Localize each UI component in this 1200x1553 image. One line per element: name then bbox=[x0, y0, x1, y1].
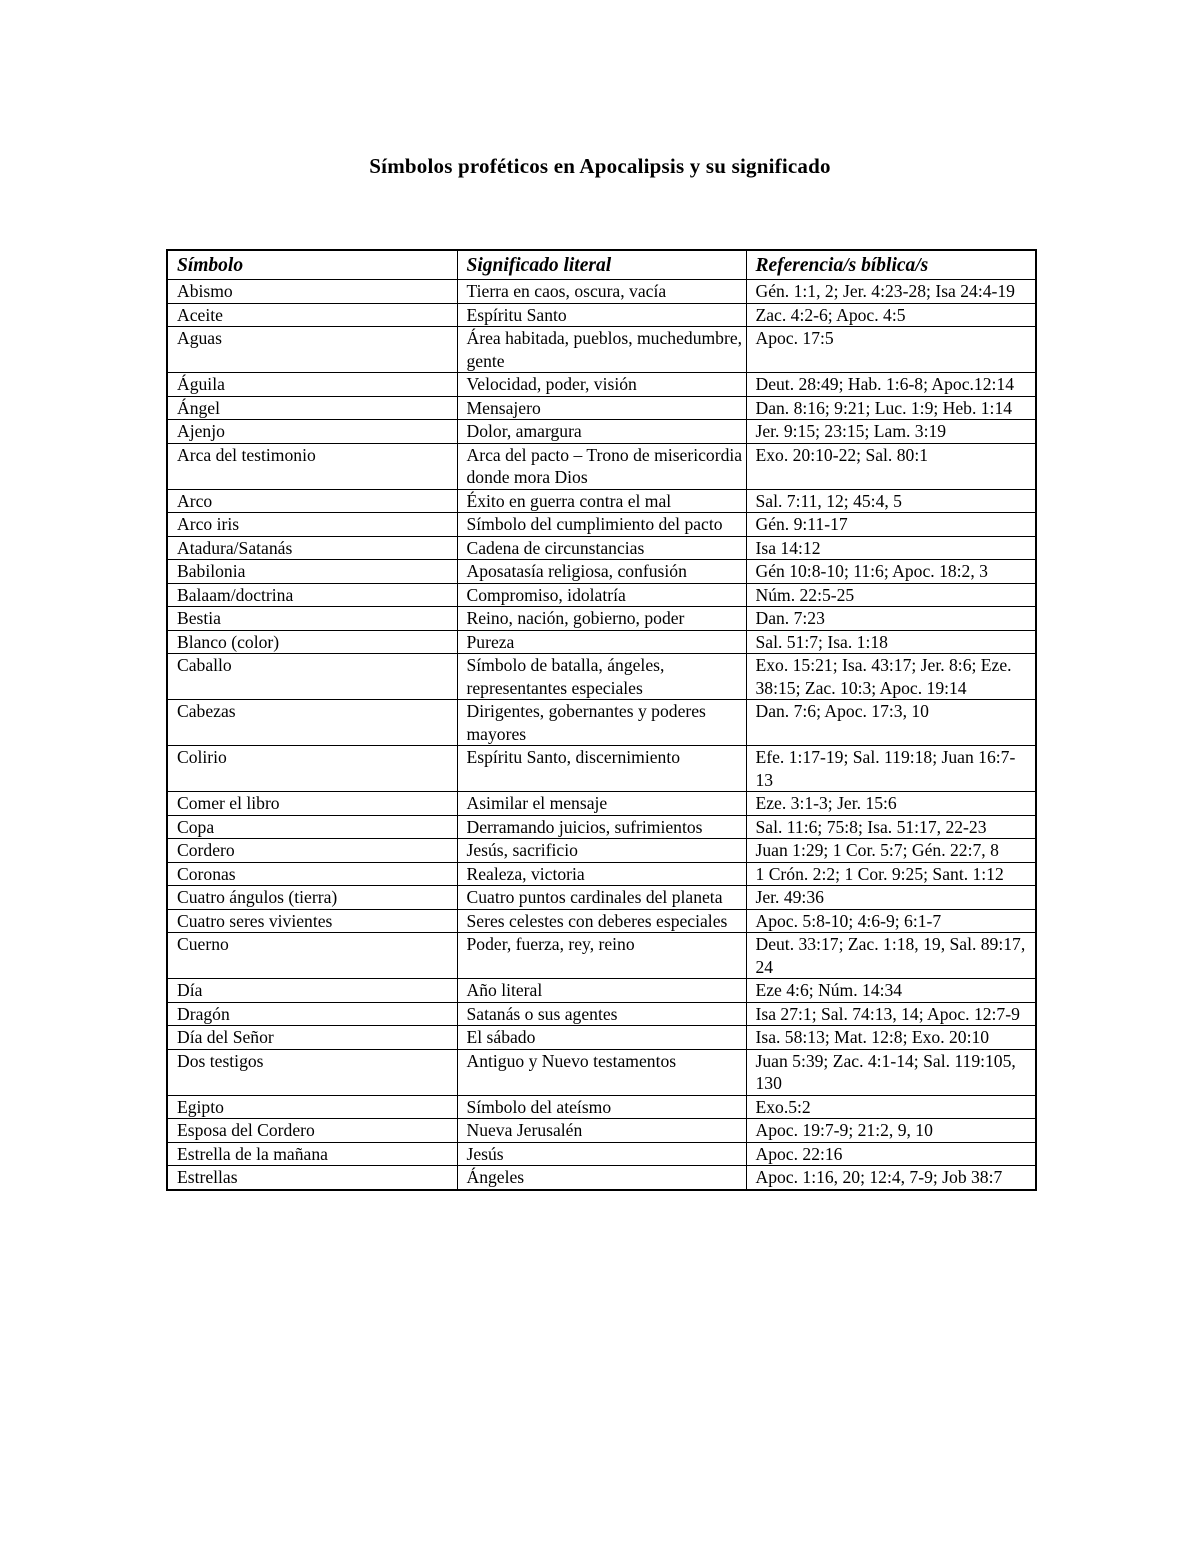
column-header-simbolo: Símbolo bbox=[167, 250, 457, 280]
cell-significado: Aposatasía religiosa, confusión bbox=[457, 560, 746, 584]
cell-significado: Pureza bbox=[457, 630, 746, 654]
cell-referencia: 1 Crón. 2:2; 1 Cor. 9:25; Sant. 1:12 bbox=[746, 862, 1036, 886]
cell-significado: Cuatro puntos cardinales del planeta bbox=[457, 886, 746, 910]
cell-significado: Símbolo del cumplimiento del pacto bbox=[457, 513, 746, 537]
table-row bbox=[167, 1026, 1036, 1050]
cell-referencia: Isa. 58:13; Mat. 12:8; Exo. 20:10 bbox=[746, 1026, 1036, 1050]
cell-simbolo: Aceite bbox=[167, 303, 457, 327]
table-row bbox=[167, 979, 1036, 1003]
table-row bbox=[167, 886, 1036, 910]
cell-significado: Símbolo del ateísmo bbox=[457, 1095, 746, 1119]
cell-referencia: Exo.5:2 bbox=[746, 1095, 1036, 1119]
cell-simbolo: Arco bbox=[167, 489, 457, 513]
table-row bbox=[167, 1095, 1036, 1119]
cell-significado: Dolor, amargura bbox=[457, 420, 746, 444]
table-row bbox=[167, 909, 1036, 933]
symbols-table bbox=[166, 249, 1037, 1191]
cell-significado: Reino, nación, gobierno, poder bbox=[457, 607, 746, 631]
cell-simbolo: Colirio bbox=[167, 746, 457, 792]
cell-simbolo: Cordero bbox=[167, 839, 457, 863]
cell-referencia: Gén 10:8-10; 11:6; Apoc. 18:2, 3 bbox=[746, 560, 1036, 584]
cell-simbolo: Caballo bbox=[167, 654, 457, 700]
cell-referencia: Sal. 51:7; Isa. 1:18 bbox=[746, 630, 1036, 654]
table-row bbox=[167, 420, 1036, 444]
cell-referencia: Sal. 11:6; 75:8; Isa. 51:17, 22-23 bbox=[746, 815, 1036, 839]
cell-significado: Área habitada, pueblos, muchedumbre, gente bbox=[457, 327, 746, 373]
cell-referencia: Juan 5:39; Zac. 4:1-14; Sal. 119:105, 130 bbox=[746, 1049, 1036, 1095]
table-row bbox=[167, 280, 1036, 304]
cell-referencia: Dan. 7:23 bbox=[746, 607, 1036, 631]
cell-significado: Espíritu Santo, discernimiento bbox=[457, 746, 746, 792]
cell-simbolo: Esposa del Cordero bbox=[167, 1119, 457, 1143]
cell-significado: Cadena de circunstancias bbox=[457, 536, 746, 560]
cell-referencia: Zac. 4:2-6; Apoc. 4:5 bbox=[746, 303, 1036, 327]
table-row bbox=[167, 862, 1036, 886]
cell-referencia: Eze 4:6; Núm. 14:34 bbox=[746, 979, 1036, 1003]
cell-simbolo: Arca del testimonio bbox=[167, 443, 457, 489]
cell-referencia: Juan 1:29; 1 Cor. 5:7; Gén. 22:7, 8 bbox=[746, 839, 1036, 863]
cell-referencia: Gén. 1:1, 2; Jer. 4:23-28; Isa 24:4-19 bbox=[746, 280, 1036, 304]
table-row bbox=[167, 303, 1036, 327]
cell-simbolo: Comer el libro bbox=[167, 792, 457, 816]
cell-significado: Año literal bbox=[457, 979, 746, 1003]
cell-simbolo: Ángel bbox=[167, 396, 457, 420]
column-header-significado: Significado literal bbox=[457, 250, 746, 280]
cell-significado: Poder, fuerza, rey, reino bbox=[457, 933, 746, 979]
cell-significado: Dirigentes, gobernantes y poderes mayores bbox=[457, 700, 746, 746]
cell-simbolo: Cuatro ángulos (tierra) bbox=[167, 886, 457, 910]
cell-significado: El sábado bbox=[457, 1026, 746, 1050]
cell-significado: Asimilar el mensaje bbox=[457, 792, 746, 816]
cell-significado: Tierra en caos, oscura, vacía bbox=[457, 280, 746, 304]
cell-referencia: Deut. 33:17; Zac. 1:18, 19, Sal. 89:17, 24 bbox=[746, 933, 1036, 979]
cell-significado: Compromiso, idolatría bbox=[457, 583, 746, 607]
table-row bbox=[167, 560, 1036, 584]
cell-simbolo: Cuatro seres vivientes bbox=[167, 909, 457, 933]
table-row bbox=[167, 583, 1036, 607]
cell-referencia: Dan. 8:16; 9:21; Luc. 1:9; Heb. 1:14 bbox=[746, 396, 1036, 420]
cell-significado: Arca del pacto – Trono de misericordia donde mora Dios bbox=[457, 443, 746, 489]
table-row bbox=[167, 443, 1036, 489]
cell-referencia: Exo. 20:10-22; Sal. 80:1 bbox=[746, 443, 1036, 489]
table-row bbox=[167, 1166, 1036, 1190]
cell-simbolo: Cabezas bbox=[167, 700, 457, 746]
cell-referencia: Núm. 22:5-25 bbox=[746, 583, 1036, 607]
cell-simbolo: Egipto bbox=[167, 1095, 457, 1119]
table-row bbox=[167, 746, 1036, 792]
table-row bbox=[167, 1142, 1036, 1166]
cell-significado: Velocidad, poder, visión bbox=[457, 373, 746, 397]
cell-referencia: Apoc. 1:16, 20; 12:4, 7-9; Job 38:7 bbox=[746, 1166, 1036, 1190]
column-header-referencia: Referencia/s bíblica/s bbox=[746, 250, 1036, 280]
cell-simbolo: Cuerno bbox=[167, 933, 457, 979]
cell-simbolo: Blanco (color) bbox=[167, 630, 457, 654]
cell-referencia: Jer. 49:36 bbox=[746, 886, 1036, 910]
cell-significado: Nueva Jerusalén bbox=[457, 1119, 746, 1143]
cell-significado: Espíritu Santo bbox=[457, 303, 746, 327]
cell-simbolo: Atadura/Satanás bbox=[167, 536, 457, 560]
cell-simbolo: Dos testigos bbox=[167, 1049, 457, 1095]
cell-significado: Seres celestes con deberes especiales bbox=[457, 909, 746, 933]
page-title: Símbolos proféticos en Apocalipsis y su significado bbox=[369, 154, 831, 179]
cell-referencia: Isa 14:12 bbox=[746, 536, 1036, 560]
table-body bbox=[167, 280, 1036, 1190]
table-row bbox=[167, 327, 1036, 373]
cell-significado: Ángeles bbox=[457, 1166, 746, 1190]
table-row bbox=[167, 607, 1036, 631]
cell-referencia: Exo. 15:21; Isa. 43:17; Jer. 8:6; Eze. 38:15; Zac. 10:3; Apoc. 19:14 bbox=[746, 654, 1036, 700]
cell-significado: Satanás o sus agentes bbox=[457, 1002, 746, 1026]
cell-referencia: Isa 27:1; Sal. 74:13, 14; Apoc. 12:7-9 bbox=[746, 1002, 1036, 1026]
table-row bbox=[167, 1119, 1036, 1143]
cell-significado: Realeza, victoria bbox=[457, 862, 746, 886]
table-row bbox=[167, 630, 1036, 654]
table-row bbox=[167, 536, 1036, 560]
cell-referencia: Eze. 3:1-3; Jer. 15:6 bbox=[746, 792, 1036, 816]
table-row bbox=[167, 700, 1036, 746]
table-row bbox=[167, 1002, 1036, 1026]
table-header-row bbox=[167, 250, 1036, 280]
table-row bbox=[167, 839, 1036, 863]
cell-simbolo: Día del Señor bbox=[167, 1026, 457, 1050]
cell-referencia: Jer. 9:15; 23:15; Lam. 3:19 bbox=[746, 420, 1036, 444]
cell-referencia: Apoc. 17:5 bbox=[746, 327, 1036, 373]
table-row bbox=[167, 489, 1036, 513]
table-row bbox=[167, 396, 1036, 420]
cell-significado: Antiguo y Nuevo testamentos bbox=[457, 1049, 746, 1095]
table-row bbox=[167, 792, 1036, 816]
cell-significado: Jesús bbox=[457, 1142, 746, 1166]
cell-simbolo: Coronas bbox=[167, 862, 457, 886]
cell-simbolo: Ajenjo bbox=[167, 420, 457, 444]
cell-simbolo: Bestia bbox=[167, 607, 457, 631]
cell-significado: Símbolo de batalla, ángeles, representantes especiales bbox=[457, 654, 746, 700]
cell-simbolo: Estrellas bbox=[167, 1166, 457, 1190]
cell-simbolo: Águila bbox=[167, 373, 457, 397]
cell-referencia: Apoc. 5:8-10; 4:6-9; 6:1-7 bbox=[746, 909, 1036, 933]
cell-simbolo: Estrella de la mañana bbox=[167, 1142, 457, 1166]
cell-simbolo: Balaam/doctrina bbox=[167, 583, 457, 607]
cell-significado: Mensajero bbox=[457, 396, 746, 420]
cell-referencia: Sal. 7:11, 12; 45:4, 5 bbox=[746, 489, 1036, 513]
cell-referencia: Dan. 7:6; Apoc. 17:3, 10 bbox=[746, 700, 1036, 746]
cell-referencia: Apoc. 22:16 bbox=[746, 1142, 1036, 1166]
cell-simbolo: Babilonia bbox=[167, 560, 457, 584]
table-row bbox=[167, 654, 1036, 700]
table-row bbox=[167, 815, 1036, 839]
table-row bbox=[167, 373, 1036, 397]
cell-referencia: Apoc. 19:7-9; 21:2, 9, 10 bbox=[746, 1119, 1036, 1143]
table-row bbox=[167, 933, 1036, 979]
cell-simbolo: Arco iris bbox=[167, 513, 457, 537]
cell-referencia: Deut. 28:49; Hab. 1:6-8; Apoc.12:14 bbox=[746, 373, 1036, 397]
cell-significado: Derramando juicios, sufrimientos bbox=[457, 815, 746, 839]
cell-significado: Éxito en guerra contra el mal bbox=[457, 489, 746, 513]
cell-simbolo: Aguas bbox=[167, 327, 457, 373]
cell-simbolo: Dragón bbox=[167, 1002, 457, 1026]
cell-referencia: Efe. 1:17-19; Sal. 119:18; Juan 16:7-13 bbox=[746, 746, 1036, 792]
table-row bbox=[167, 1049, 1036, 1095]
cell-simbolo: Abismo bbox=[167, 280, 457, 304]
cell-significado: Jesús, sacrificio bbox=[457, 839, 746, 863]
cell-simbolo: Día bbox=[167, 979, 457, 1003]
cell-referencia: Gén. 9:11-17 bbox=[746, 513, 1036, 537]
cell-simbolo: Copa bbox=[167, 815, 457, 839]
table-row bbox=[167, 513, 1036, 537]
